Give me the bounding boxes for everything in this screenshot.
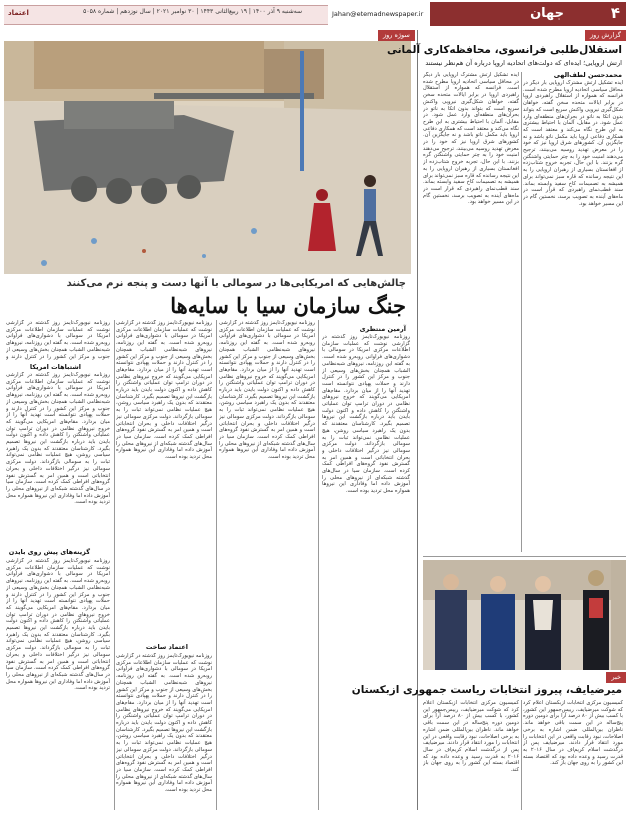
subhead-biden-options: گزینه‌های پیش روی بایدن bbox=[8, 548, 90, 556]
side-column-1-text: ایده تشکیل ارتش مشترک اروپایی بار دیگر در محافل سیاسی اتحادیه اروپا مطرح شده است. فرانسه که همواره از استقلال راهبردی اروپا در برابر ایالات متحده سخن گفته، خواهان شکل‌گیری نیرویی واکنش سریع است که بتواند بدون اتکا به ناتو در بحران‌های منطقه‌ای وارد عمل شود. در مقابل، آلمان با احتیاط بیشتری به این طرح نگاه می‌کند و معتقد است که همکاری دفاعی اروپا باید مکمل ناتو باشد و نه جایگزین آن. کشورهای شرق اروپا نیز که خود را در معرض تهدید روسیه می‌بینند، ترجیح می‌دهند امنیت خود را به چتر حمایتی واشنگتن گره بزنند. با این حال، تجربه خروج شتاب‌زده از افغانستان بسیاری از رهبران اروپایی را به این نتیجه رسانده که قاره سبز نمی‌تواند برای همیشه به تصمیمات کاخ سفید وابسته بماند. سند قطب‌نمای راهبردی که قرار است در ماه‌های آینده به تصویب برسد، نخستین گام در این مسیر خواهد بود. bbox=[523, 80, 623, 207]
bottom-column-1 bbox=[523, 700, 623, 810]
subhead-ready-made: اعتماد ساخت bbox=[145, 643, 188, 651]
main-column-4a bbox=[6, 320, 110, 360]
subhead-us-mistakes: اشتباهات امریکا bbox=[29, 363, 81, 371]
section-rule bbox=[423, 556, 626, 557]
column-rule bbox=[521, 700, 522, 810]
main-column-4c bbox=[6, 558, 110, 810]
main-column-4b bbox=[6, 372, 110, 544]
main-column-2 bbox=[219, 320, 315, 810]
main-column-3 bbox=[116, 320, 212, 640]
photo-tag: سوژه روز bbox=[378, 30, 415, 41]
section-title: جهان bbox=[530, 6, 564, 21]
section-band bbox=[430, 2, 626, 26]
main-headline: جنگ سازمان سیا با سایه‌ها bbox=[170, 293, 406, 318]
issue-date-line: سه‌شنبه ۹ آذر ۱۴۰۰ | ۱۹ ربیع‌الثانی ۱۴۴۳ | ۳۰ نوامبر ۲۰۲۱ | سال نوزدهم | شماره ۵۰۵۸ bbox=[83, 8, 302, 15]
bottom-column-2 bbox=[423, 700, 519, 810]
main-column-4c-text: روزنامه نیویورک‌تایمز روز گذشته در گزارشی نوشت که عملیات سازمان اطلاعات مرکزی امریکا در سومالی با دشواری‌های فراوانی روبه‌رو شده است. به گفته این روزنامه، نیروهای شبه‌نظامی الشباب همچنان بخش‌های وسیعی از جنوب و مرکز این کشور را در کنترل دارند و حملات پهپادی نتوانسته است تهدید آنها را از میان بردارد. مقام‌های امریکایی می‌گویند که خروج نیروهای نظامی در دوران ترامپ توان عملیاتی واشنگتن را کاهش داده و اکنون دولت بایدن باید درباره بازگشت این نیروها تصمیم بگیرد. کارشناسان معتقدند که بدون یک راهبرد سیاسی روشن، هیچ عملیات نظامی نمی‌تواند ثبات را به سومالی بازگرداند. دولت مرکزی سومالی نیز درگیر اختلافات داخلی و بحران انتخاباتی است و همین امر به گسترش نفوذ گروه‌های افراطی کمک کرده است. سازمان سیا در سال‌های گذشته شبکه‌ای از نیروهای محلی را آموزش داده اما وفاداری این نیروها همواره محل تردید بوده است. bbox=[6, 558, 110, 692]
column-rule bbox=[216, 320, 217, 810]
main-column-3b bbox=[116, 653, 212, 810]
masthead-strip bbox=[4, 5, 328, 25]
column-rule bbox=[318, 320, 319, 810]
side-subheadline: ارتش اروپایی؛ ایده‌ای که دولت‌های اتحادیه اروپا درباره آن هم‌نظر نیستند bbox=[425, 59, 622, 67]
somalia-street-photo bbox=[4, 41, 411, 274]
main-column-4b-text: روزنامه نیویورک‌تایمز روز گذشته در گزارشی نوشت که عملیات سازمان اطلاعات مرکزی امریکا در سومالی با دشواری‌های فراوانی روبه‌رو شده است. به گفته این روزنامه، نیروهای شبه‌نظامی الشباب همچنان بخش‌های وسیعی از جنوب و مرکز این کشور را در کنترل دارند و حملات پهپادی نتوانسته است تهدید آنها را از میان بردارد. مقام‌های امریکایی می‌گویند که خروج نیروهای نظامی در دوران ترامپ توان عملیاتی واشنگتن را کاهش داده و اکنون دولت بایدن باید درباره بازگشت این نیروها تصمیم بگیرد. کارشناسان معتقدند که بدون یک راهبرد سیاسی روشن، هیچ عملیات نظامی نمی‌تواند ثبات را به سومالی بازگرداند. دولت مرکزی سومالی نیز درگیر اختلافات داخلی و بحران انتخاباتی است و همین امر به گسترش نفوذ گروه‌های افراطی کمک کرده است. سازمان سیا در سال‌های گذشته شبکه‌ای از نیروهای محلی را آموزش داده اما وفاداری این نیروها همواره محل تردید بوده است. bbox=[6, 372, 110, 506]
section-email[interactable]: Jahan@etemadnewspaper.ir bbox=[332, 10, 424, 18]
main-column-4a-text: روزنامه نیویورک‌تایمز روز گذشته در گزارشی نوشت که عملیات سازمان اطلاعات مرکزی امریکا در سومالی با دشواری‌های فراوانی روبه‌رو شده است. به گفته این روزنامه، نیروهای شبه‌نظامی الشباب همچنان بخش‌های وسیعی از جنوب و مرکز این کشور را در کنترل دارند و bbox=[6, 320, 110, 360]
bottom-story-tag: خبر bbox=[606, 672, 626, 683]
side-headline: استقلال‌طلبی فرانسوی، محافظه‌کاری آلمانی bbox=[386, 44, 622, 56]
main-column-3b-text: روزنامه نیویورک‌تایمز روز گذشته در گزارشی نوشت که عملیات سازمان اطلاعات مرکزی امریکا در سومالی با دشواری‌های فراوانی روبه‌رو شده است. به گفته این روزنامه، نیروهای شبه‌نظامی الشباب همچنان بخش‌های وسیعی از جنوب و مرکز این کشور را در کنترل دارند و حملات پهپادی نتوانسته است تهدید آنها را از میان بردارد. مقام‌های امریکایی می‌گویند که خروج نیروهای نظامی در دوران ترامپ توان عملیاتی واشنگتن را کاهش داده و اکنون دولت بایدن باید درباره بازگشت این نیروها تصمیم بگیرد. کارشناسان معتقدند که بدون یک راهبرد سیاسی روشن، هیچ عملیات نظامی نمی‌تواند ثبات را به سومالی بازگرداند. دولت مرکزی سومالی نیز درگیر اختلافات داخلی و بحران انتخاباتی است و همین امر به گسترش نفوذ گروه‌های افراطی کمک کرده است. سازمان سیا در سال‌های گذشته شبکه‌ای از نیروهای محلی را آموزش داده اما وفاداری این نیروها همواره محل تردید بوده است. bbox=[116, 653, 212, 794]
main-column-3-text: روزنامه نیویورک‌تایمز روز گذشته در گزارشی نوشت که عملیات سازمان اطلاعات مرکزی امریکا در سومالی با دشواری‌های فراوانی روبه‌رو شده است. به گفته این روزنامه، نیروهای شبه‌نظامی الشباب همچنان بخش‌های وسیعی از جنوب و مرکز این کشور را در کنترل دارند و حملات پهپادی نتوانسته است تهدید آنها را از میان بردارد. مقام‌های امریکایی می‌گویند که خروج نیروهای نظامی در دوران ترامپ توان عملیاتی واشنگتن را کاهش داده و اکنون دولت بایدن باید درباره بازگشت این نیروها تصمیم بگیرد. کارشناسان معتقدند که بدون یک راهبرد سیاسی روشن، هیچ عملیات نظامی نمی‌تواند ثبات را به سومالی بازگرداند. دولت مرکزی سومالی نیز درگیر اختلافات داخلی و بحران انتخاباتی است و همین امر به گسترش نفوذ گروه‌های افراطی کمک کرده است. سازمان سیا در سال‌های گذشته شبکه‌ای از نیروهای محلی را آموزش داده اما وفاداری این نیروها همواره محل تردید بوده است. bbox=[116, 320, 212, 461]
bottom-column-2-text: کمیسیون مرکزی انتخابات ازبکستان اعلام کرد که شوکت میرضیایف، رییس‌جمهور این کشور، با کسب بیش از ۸۰ درصد آرا برای دومین دوره پنج‌ساله در این سمت باقی خواهد ماند. ناظران بین‌المللی ضمن اشاره به برخی اصلاحات، نبود رقابت واقعی در این انتخابات را مورد انتقاد قرار دادند. میرضیایف پس از درگذشت اسلام کریم‌اف در سال ۲۰۱۶ به قدرت رسید و وعده داده بود که اقتصاد بسته این کشور را به روی جهان باز کند. bbox=[423, 700, 519, 774]
masthead bbox=[4, 2, 626, 26]
column-rule bbox=[521, 72, 522, 552]
author-byline: آرمین منتظری bbox=[359, 325, 406, 333]
column-rule bbox=[114, 320, 115, 810]
bottom-headline: میرضیایف، پیروز انتخابات ریاست جمهوری ازبکستان bbox=[351, 684, 622, 696]
main-column-2-text: روزنامه نیویورک‌تایمز روز گذشته در گزارشی نوشت که عملیات سازمان اطلاعات مرکزی امریکا در سومالی با دشواری‌های فراوانی روبه‌رو شده است. به گفته این روزنامه، نیروهای شبه‌نظامی الشباب همچنان بخش‌های وسیعی از جنوب و مرکز این کشور را در کنترل دارند و حملات پهپادی نتوانسته است تهدید آنها را از میان بردارد. مقام‌های امریکایی می‌گویند که خروج نیروهای نظامی در دوران ترامپ توان عملیاتی واشنگتن را کاهش داده و اکنون دولت بایدن باید درباره بازگشت این نیروها تصمیم بگیرد. کارشناسان معتقدند که بدون یک راهبرد سیاسی روشن، هیچ عملیات نظامی نمی‌تواند ثبات را به سومالی بازگرداند. دولت مرکزی سومالی نیز درگیر اختلافات داخلی و بحران انتخاباتی است و همین امر به گسترش نفوذ گروه‌های افراطی کمک کرده است. سازمان سیا در سال‌های گذشته شبکه‌ای از نیروهای محلی را آموزش داده اما وفاداری این نیروها همواره محل تردید بوده است. bbox=[219, 320, 315, 461]
side-column-1 bbox=[523, 80, 623, 552]
main-photo bbox=[4, 41, 411, 274]
page-number: ۴ bbox=[610, 4, 620, 22]
side-byline: محمدحسن لطف‌الهی bbox=[553, 71, 622, 79]
main-column-1 bbox=[322, 334, 410, 810]
side-story-tag: گزارش روز bbox=[585, 30, 626, 41]
side-column-2-text: ایده تشکیل ارتش مشترک اروپایی بار دیگر در محافل سیاسی اتحادیه اروپا مطرح شده است. فرانسه که همواره از استقلال راهبردی اروپا در برابر ایالات متحده سخن گفته، خواهان شکل‌گیری نیرویی واکنش سریع است که بتواند بدون اتکا به ناتو در بحران‌های منطقه‌ای وارد عمل شود. در مقابل، آلمان با احتیاط بیشتری به این طرح نگاه می‌کند و معتقد است که همکاری دفاعی اروپا باید مکمل ناتو باشد و نه جایگزین آن. کشورهای شرق اروپا نیز که خود را در معرض تهدید روسیه می‌بینند، ترجیح می‌دهند امنیت خود را به چتر حمایتی واشنگتن گره بزنند. با این حال، تجربه خروج شتاب‌زده از افغانستان بسیاری از رهبران اروپایی را به این نتیجه رسانده که قاره سبز نمی‌تواند برای همیشه به تصمیمات کاخ سفید وابسته بماند. سند قطب‌نمای راهبردی که قرار است در ماه‌های آینده به تصویب برسد، نخستین گام در این مسیر خواهد بود. bbox=[423, 72, 519, 206]
leaders-photo bbox=[423, 560, 626, 670]
leaders-handshake-photo bbox=[423, 560, 626, 670]
bottom-column-1-text: کمیسیون مرکزی انتخابات ازبکستان اعلام کرد که شوکت میرضیایف، رییس‌جمهور این کشور، با کسب بیش از ۸۰ درصد آرا برای دومین دوره پنج‌ساله در این سمت باقی خواهد ماند. ناظران بین‌المللی ضمن اشاره به برخی اصلاحات، نبود رقابت واقعی در این انتخابات را مورد انتقاد قرار دادند. میرضیایف پس از درگذشت اسلام کریم‌اف در سال ۲۰۱۶ به قدرت رسید و وعده داده بود که اقتصاد بسته این کشور را به روی جهان باز کند. bbox=[523, 700, 623, 767]
paper-logo: اعتماد bbox=[8, 9, 29, 17]
main-column-1-text: روزنامه نیویورک‌تایمز روز گذشته در گزارشی نوشت که عملیات سازمان اطلاعات مرکزی امریکا در سومالی با دشواری‌های فراوانی روبه‌رو شده است. به گفته این روزنامه، نیروهای شبه‌نظامی الشباب همچنان بخش‌های وسیعی از جنوب و مرکز این کشور را در کنترل دارند و حملات پهپادی نتوانسته است تهدید آنها را از میان بردارد. مقام‌های امریکایی می‌گویند که خروج نیروهای نظامی در دوران ترامپ توان عملیاتی واشنگتن را کاهش داده و اکنون دولت بایدن باید درباره بازگشت این نیروها تصمیم بگیرد. کارشناسان معتقدند که بدون یک راهبرد سیاسی روشن، هیچ عملیات نظامی نمی‌تواند ثبات را به سومالی بازگرداند. دولت مرکزی سومالی نیز درگیر اختلافات داخلی و بحران انتخاباتی است و همین امر به گسترش نفوذ گروه‌های افراطی کمک کرده است. سازمان سیا در سال‌های گذشته شبکه‌ای از نیروهای محلی را آموزش داده اما وفاداری این نیروها همواره محل تردید بوده است. bbox=[322, 334, 410, 495]
side-column-2 bbox=[423, 72, 519, 552]
main-kicker: چالش‌هایی که امریکایی‌ها در سومالی با آنها دست و پنجه نرم می‌کنند bbox=[66, 278, 406, 289]
